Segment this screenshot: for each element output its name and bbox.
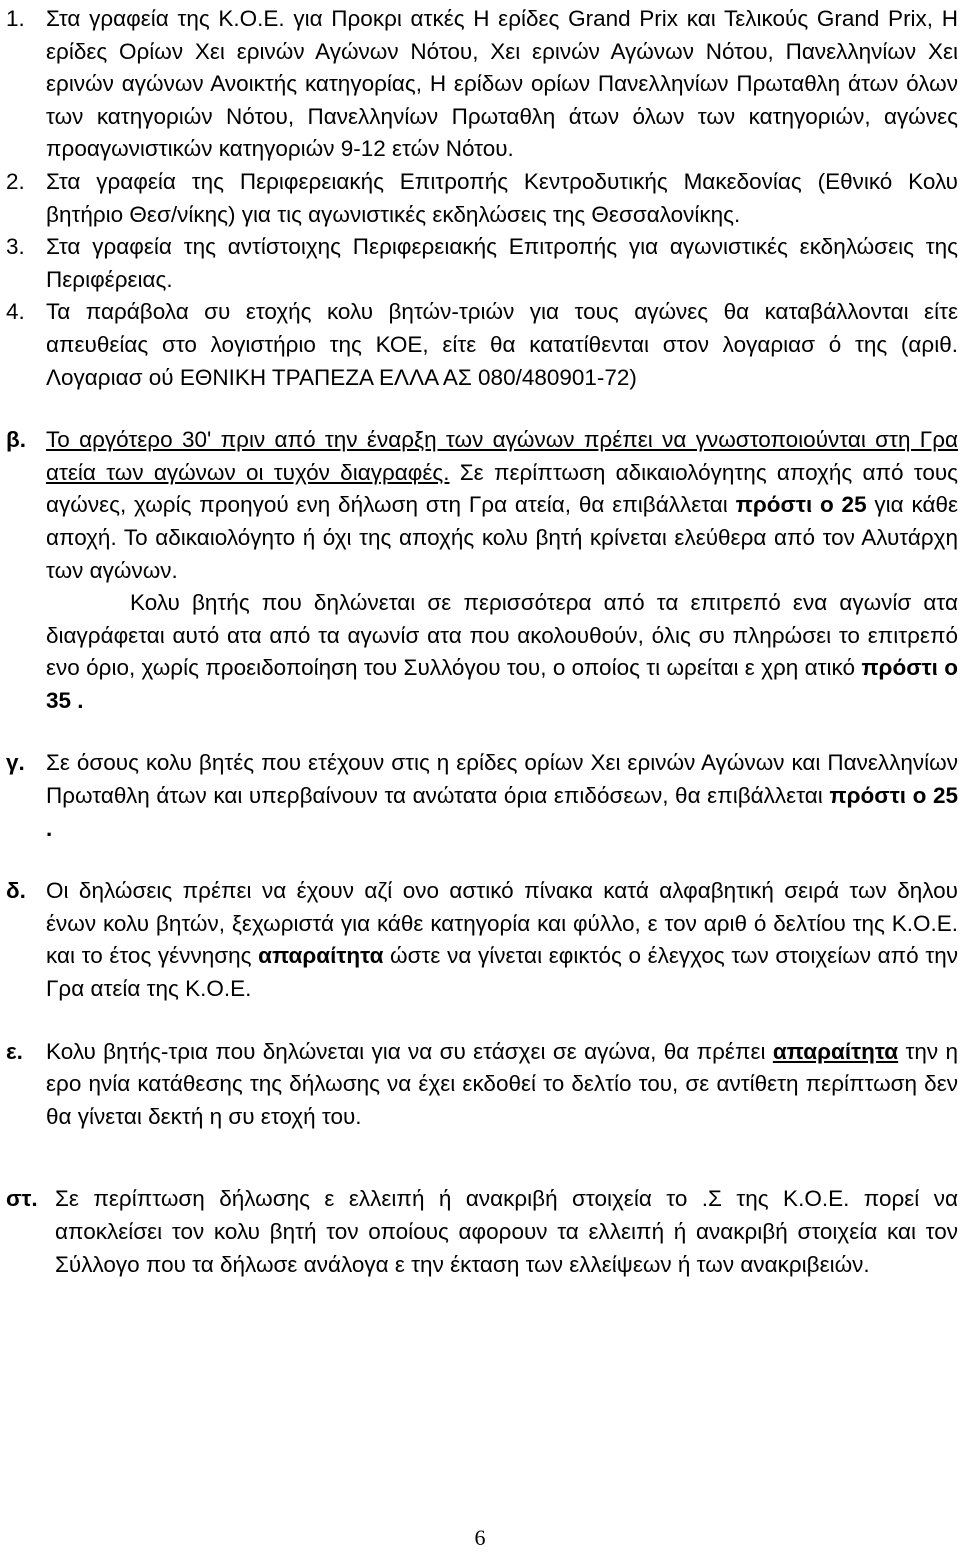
item-text-end: ώστε να γίνεται εφικτός ο έλεγχος των στοιχείων από την Γρα ατεία της Κ.Ο.Ε. xyxy=(46,943,958,1002)
item-text-end: την η ερο ηνία κατάθεσης της δήλωσης να έχει εκδοθεί το δελτίο του, σε αντίθετη περίπτωση δεν θα γίνεται δεκτή η συ ετοχή του. xyxy=(46,1038,958,1129)
item-text: Στα γραφεία της Περιφερειακής Επιτροπής Κεντροδυτικής Μακεδονίας (Εθνικό Κολυ βητήριο Θεσ/νίκης) για τις αγωνιστικές εκδηλώσεις της Θεσσαλονίκης. xyxy=(46,168,958,227)
item-text: Σε περίπτωση δήλωσης ε ελλειπή ή ανακριβή στοιχεία το .Σ της Κ.Ο.Ε. πορεί να αποκλείσει τον κολυ βητή τον οποίους αφορουν τα ελλειπή ή ανακριβή στοιχεία και τον Σύλλογο που τα δήλωσε ανάλογα ε την έκταση των ελλείψεων ή των ανακριβειών. xyxy=(55,1186,958,1277)
fine-amount: πρόστι ο 25 xyxy=(735,492,875,518)
item-text: Τα παράβολα συ ετοχής κολυ βητών-τριών για τους αγώνες θα καταβάλλονται είτε απευθείας στο λογιστήριο της ΚΟΕ, είτε θα κατατίθενται στον λογαριασ ό της (αριθ. Λογαριασ ού ΕΘΝΙΚΗ ΤΡΑΠΕΖΑ ΕΛΛΑ ΑΣ 080/480901-72) xyxy=(46,299,958,390)
item-letter: β. xyxy=(6,427,26,453)
item-number: 3. xyxy=(6,234,25,260)
list-item-1 xyxy=(6,3,958,166)
list-item-4 xyxy=(6,296,958,394)
item-text: Οι δηλώσεις πρέπει να έχουν αζί ονο αστικό πίνακα κατά αλφαβητική σειρά των δηλου ένων κολυ βητών, ξεχωριστά για κάθε κατηγορία και φύλλο, ε τον αριθ ό δελτίου της Κ.Ο.Ε. και το έτος γέννησης xyxy=(46,878,958,969)
item-number: 2. xyxy=(6,168,25,194)
penalty-text: Σε περίπτωση αδικαιολόγητης αποχής από τους αγώνες, χωρίς προηγού ενη δήλωση στη Γρα ατεία, θα επιβάλλεται xyxy=(46,459,959,518)
list-item-2 xyxy=(6,166,958,231)
fine-amount: πρόστι ο 35 . xyxy=(46,655,958,713)
item-number: 1. xyxy=(6,6,25,31)
list-item-g xyxy=(6,747,958,845)
paragraph-excess-entries xyxy=(46,587,958,717)
list-item-3 xyxy=(6,231,958,296)
emphasis-required: απαραίτητα xyxy=(772,1038,899,1064)
list-item-b xyxy=(6,424,958,717)
item-number: 4. xyxy=(6,299,25,325)
item-letter: γ. xyxy=(6,750,25,776)
item-text: Σε όσους κολυ βητές που ετέχουν στις η ερίδες ορίων Χει ερινών Αγώνων και Πανελληνίων Πρωταθλη άτων και υπερβαίνουν τα ανώτατα όρια επιδόσεων, θα επιβάλλεται xyxy=(46,750,958,809)
item-letter: ε. xyxy=(6,1038,23,1064)
fine-amount: πρόστι ο 25 . xyxy=(46,783,958,841)
deletion-notice-text: Το αργότερο 30' πριν από την έναρξη των αγώνων πρέπει να γνωστοποιούνται στη Γρα ατεία των αγώνων οι τυχόν διαγραφές. xyxy=(46,427,958,485)
excess-entries-text: Κολυ βητής που δηλώνεται σε περισσότερα από τα επιτρεπό ενα αγωνίσ ατα διαγράφεται αυτό ατα από τα αγωνίσ ατα που ακολουθούν, όλις συ πληρώσει το επιτρεπό ενο όριο, χωρίς προειδοποίηση του Συλλόγου του, ο οποίος τι ωρείται ε χρη ατικό xyxy=(46,590,958,681)
item-letter: δ. xyxy=(6,878,26,904)
list-item-d xyxy=(6,875,958,1005)
item-text: Στα γραφεία της αντίστοιχης Περιφερειακής Επιτροπής για αγωνιστικές εκδηλώσεις της Περιφέρειας. xyxy=(46,234,958,292)
list-item-e xyxy=(6,1036,958,1134)
item-text: Στα γραφεία της Κ.Ο.Ε. για Προκρι ατκές Η ερίδες Grand Prix και Τελικούς Grand Prix, Η ερίδες Ορίων Χει ερινών Αγώνων Νότου, Χει ερινών Αγώνων Νότου, Πανελληνίων Χει ερινών αγώνων Ανοικτής κατηγορίας, Η ερίδων ορίων Πανελληνίων Πρωταθλη άτων όλων των κατηγοριών Νότου, Πανελληνίων Πρωταθλη άτων όλων των κατηγοριών, αγώνες προαγωνιστικών κατηγοριών 9-12 ετών Νότου. xyxy=(46,6,958,162)
item-text: Κολυ βητής-τρια που δηλώνεται για να συ ετάσχει σε αγώνα, θα πρέπει xyxy=(46,1038,773,1064)
emphasis-required: απαραίτητα xyxy=(258,943,384,969)
penalty-text-end: για κάθε αποχή. Το αδικαιολόγητο ή όχι της αποχής κολυ βητή κρίνεται ελεύθερα από τον Αλυτάρχη των αγώνων. xyxy=(46,492,958,583)
document-page xyxy=(6,3,958,1281)
page-number: 6 xyxy=(474,1525,486,1550)
list-item-st xyxy=(6,1183,958,1281)
item-letter: στ. xyxy=(6,1186,38,1212)
